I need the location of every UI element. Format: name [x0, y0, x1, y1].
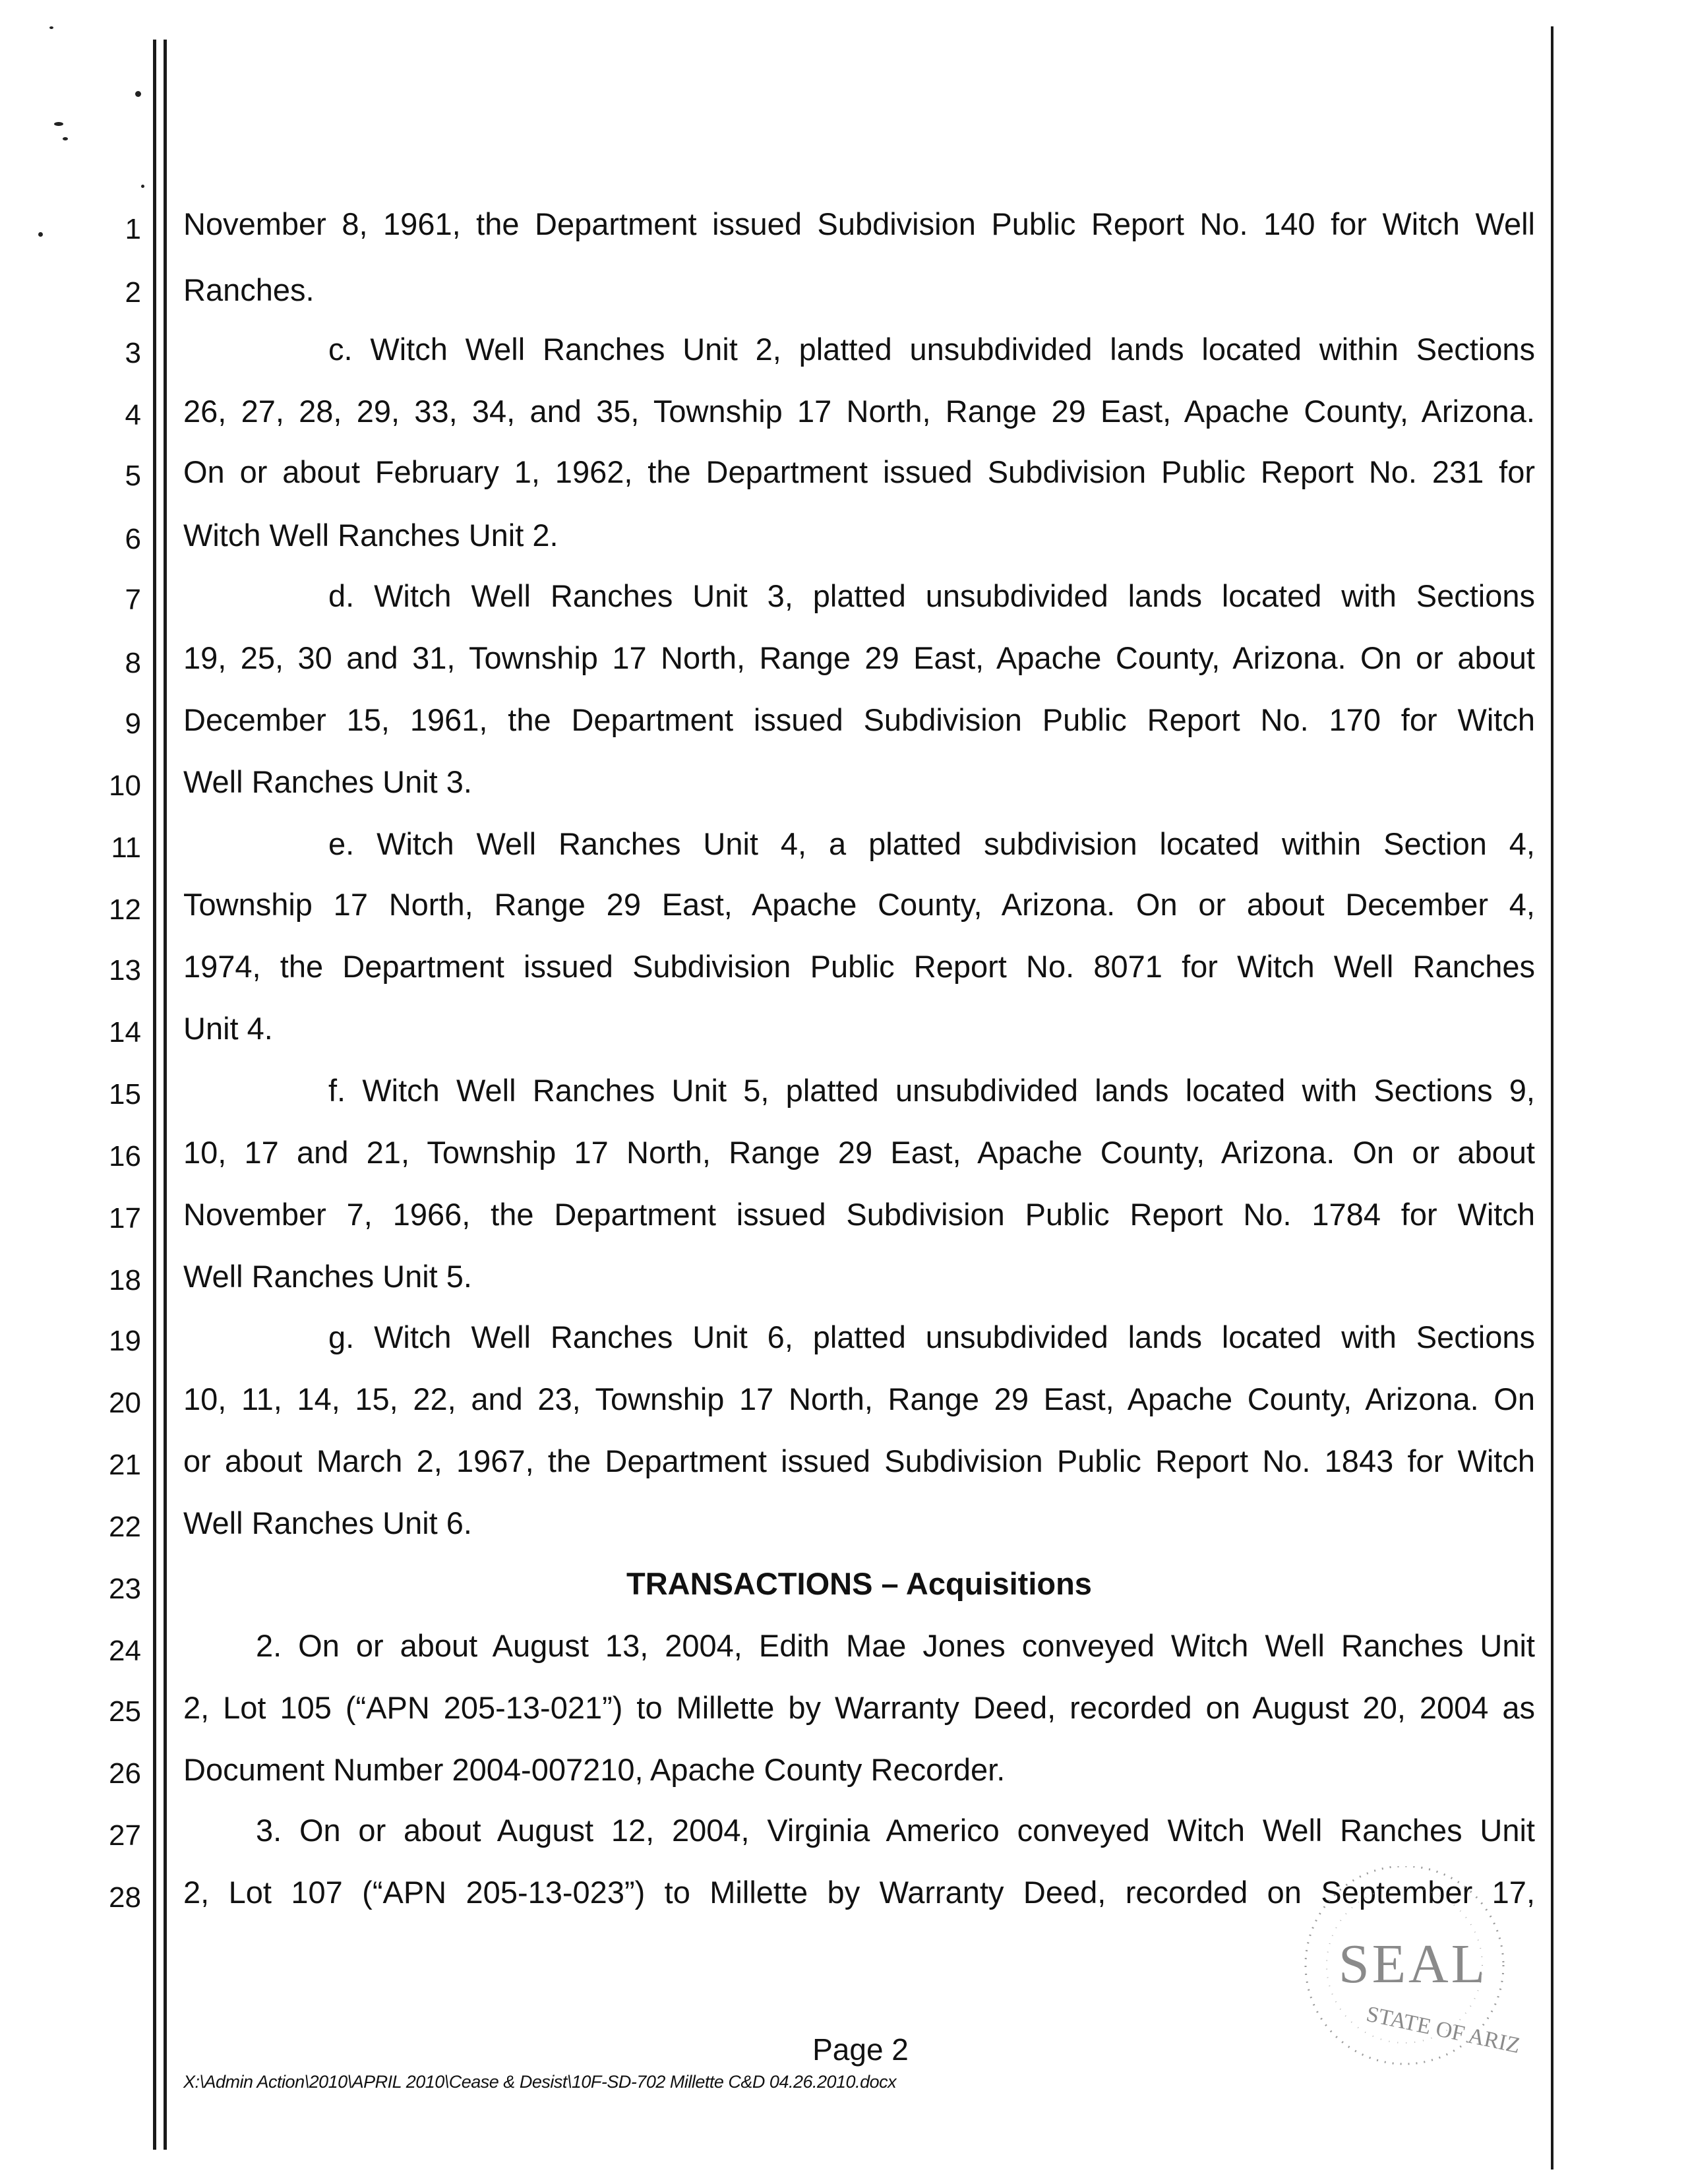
section-heading: TRANSACTIONS – Acquisitions — [626, 1566, 1092, 1601]
line-number: 1 — [125, 213, 141, 245]
left-margin-rule — [153, 40, 156, 2150]
line-number: 25 — [109, 1695, 141, 1728]
line-number: 23 — [109, 1573, 141, 1605]
text-line: f. Witch Well Ranches Unit 5, platted unsubdivided lands located with Sections 9, — [328, 1073, 1535, 1108]
file-path: X:\Admin Action\2010\APRIL 2010\Cease & Desist\10F-SD-702 Millette C&D 04.26.2010.docx — [183, 2072, 897, 2092]
right-margin-rule — [1551, 26, 1553, 2169]
text-line: Unit 4. — [183, 1011, 273, 1046]
line-number: 5 — [125, 460, 141, 492]
line-number: 7 — [125, 584, 141, 616]
line-number: 24 — [109, 1635, 141, 1667]
line-number: 19 — [109, 1325, 141, 1357]
line-number: 14 — [109, 1016, 141, 1048]
line-number: 12 — [109, 894, 141, 926]
text-line: 2, Lot 107 (“APN 205-13-023”) to Millette by Warranty Deed, recorded on September 17, — [183, 1875, 1535, 1910]
text-line: g. Witch Well Ranches Unit 6, platted unsubdivided lands located with Sections — [328, 1320, 1535, 1354]
line-number: 20 — [109, 1387, 141, 1419]
text-line: c. Witch Well Ranches Unit 2, platted unsubdivided lands located within Sections — [328, 332, 1535, 367]
text-line: November 7, 1966, the Department issued Subdivision Public Report No. 1784 for Witch — [183, 1197, 1535, 1232]
line-number: 13 — [109, 954, 141, 986]
line-number: 17 — [109, 1202, 141, 1234]
seal-text: SEAL — [1339, 1933, 1488, 1995]
text-line: December 15, 1961, the Department issued Subdivision Public Report No. 170 for Witch — [183, 702, 1535, 737]
text-line: 26, 27, 28, 29, 33, 34, and 35, Township 17 North, Range 29 East, Apache County, Arizona. — [183, 394, 1535, 429]
page-number: Page 2 — [812, 2032, 909, 2067]
line-number: 4 — [125, 399, 141, 431]
line-number: 15 — [109, 1078, 141, 1110]
line-number: 28 — [109, 1881, 141, 1914]
line-number: 10 — [109, 770, 141, 802]
line-number: 18 — [109, 1264, 141, 1296]
text-line: 3. On or about August 12, 2004, Virginia Americo conveyed Witch Well Ranches Unit — [256, 1813, 1535, 1848]
text-line: 10, 17 and 21, Township 17 North, Range 29 East, Apache County, Arizona. On or about — [183, 1135, 1535, 1170]
line-number: 16 — [109, 1140, 141, 1172]
text-line: 1974, the Department issued Subdivision Public Report No. 8071 for Witch Well Ranches — [183, 949, 1535, 984]
text-line: 19, 25, 30 and 31, Township 17 North, Range 29 East, Apache County, Arizona. On or about — [183, 640, 1535, 675]
text-line: November 8, 1961, the Department issued Subdivision Public Report No. 140 for Witch Well — [183, 206, 1535, 241]
text-line: Township 17 North, Range 29 East, Apache County, Arizona. On or about December 4, — [183, 887, 1535, 922]
line-number: 22 — [109, 1511, 141, 1543]
text-line: Witch Well Ranches Unit 2. — [183, 518, 558, 553]
text-line: 10, 11, 14, 15, 22, and 23, Township 17 North, Range 29 East, Apache County, Arizona. On — [183, 1381, 1535, 1416]
text-line: or about March 2, 1967, the Department issued Subdivision Public Report No. 1843 for Witch — [183, 1443, 1535, 1478]
text-line: Ranches. — [183, 272, 315, 307]
line-number: 3 — [125, 337, 141, 369]
text-line: Document Number 2004-007210, Apache County Recorder. — [183, 1752, 1006, 1787]
line-number: 6 — [125, 523, 141, 555]
line-number: 26 — [109, 1757, 141, 1790]
left-margin-rule-inner — [164, 40, 167, 2150]
line-number: 8 — [125, 647, 141, 679]
text-line: 2. On or about August 13, 2004, Edith Mae Jones conveyed Witch Well Ranches Unit — [256, 1628, 1535, 1663]
text-line: Well Ranches Unit 6. — [183, 1505, 472, 1540]
line-number: 2 — [125, 276, 141, 309]
text-line: 2, Lot 105 (“APN 205-13-021”) to Millette by Warranty Deed, recorded on August 20, 2004 as — [183, 1690, 1535, 1725]
text-line: e. Witch Well Ranches Unit 4, a platted subdivision located within Section 4, — [328, 826, 1535, 861]
line-number: 27 — [109, 1819, 141, 1852]
line-number: 21 — [109, 1449, 141, 1481]
text-line: Well Ranches Unit 3. — [183, 764, 472, 799]
line-number: 9 — [125, 708, 141, 740]
text-line: On or about February 1, 1962, the Department issued Subdivision Public Report No. 231 for — [183, 454, 1535, 489]
text-line: Well Ranches Unit 5. — [183, 1259, 472, 1294]
text-line: d. Witch Well Ranches Unit 3, platted unsubdivided lands located with Sections — [328, 578, 1535, 613]
line-number: 11 — [111, 832, 141, 864]
seal-arc-text: STATE OF ARIZ — [1364, 2001, 1522, 2059]
